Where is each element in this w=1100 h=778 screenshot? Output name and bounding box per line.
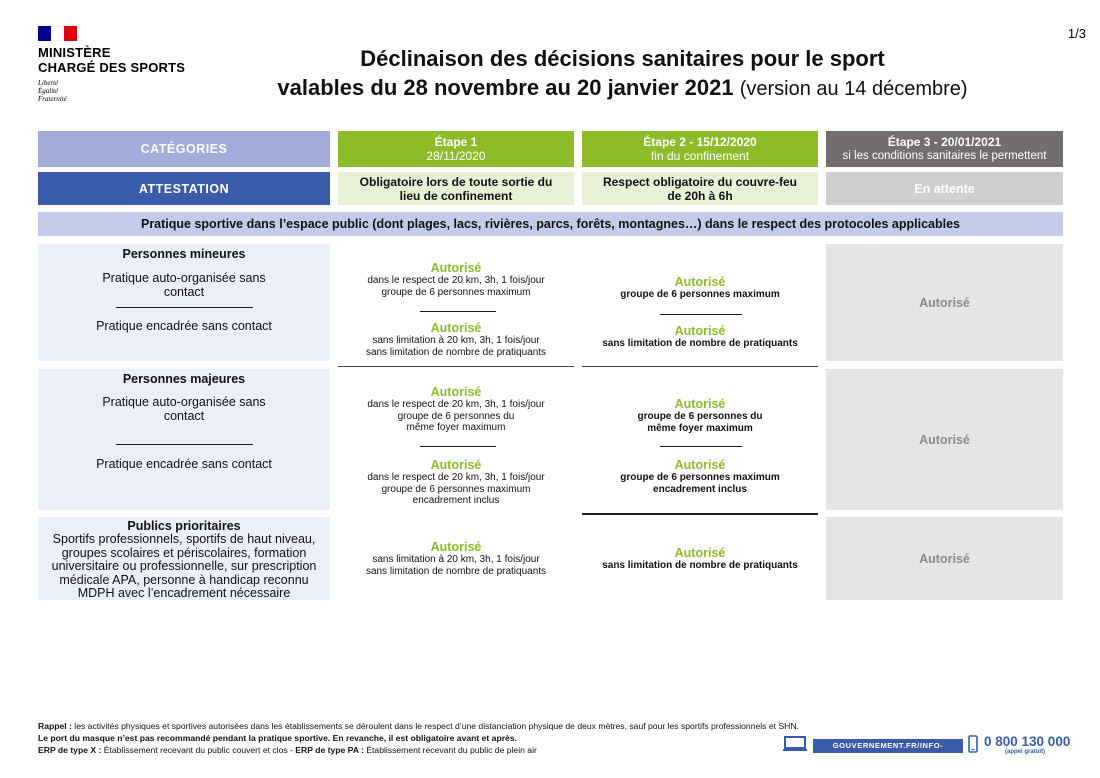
majeurs-etape2-auto [582, 398, 818, 434]
page-number: 1/3 [1067, 26, 1086, 41]
etape2-sub: fin du confinement [650, 149, 750, 163]
mineurs-etape1-auto [338, 262, 574, 298]
gouvernement-link[interactable]: GOUVERNEMENT.FR/INFO-CORONAVIRUS [813, 739, 963, 753]
erp-x-label: ERP de type X : [38, 745, 102, 755]
phone-icon [968, 735, 978, 753]
mineurs-encadree: Pratique encadrée sans contact [96, 319, 272, 333]
version-note: (version au 14 décembre) [739, 78, 968, 100]
mineurs-etape1-encadree [338, 322, 574, 358]
mineurs-etape3: Autorisé [826, 244, 1063, 361]
french-flag-icon [38, 26, 77, 41]
ministry-name-line2: CHARGÉ DES SPORTS [38, 60, 186, 75]
condition-text: sans limitation de nombre de pratiquants [365, 346, 547, 358]
status-label: Autorisé [430, 540, 482, 554]
row-mineurs-header [38, 244, 330, 361]
condition-text: encadrement inclus [412, 495, 500, 506]
prioritaires-description: Sportifs professionnels, sportifs de haut niveau, groupes scolaires et périscolaires, formation universitaire ou professionnelle, sur prescription médicale APA, personne à handicap reconnu MDPH avec l’encadrement nécessaire [51, 532, 317, 600]
mineurs-title: Personnes mineures [122, 247, 246, 261]
motto-fraternite: Fraternité [38, 95, 67, 103]
row-separator [582, 513, 818, 515]
condition-text: groupe de 6 personnes maximum [620, 472, 780, 483]
attestation-etape2: Respect obligatoire du couvre-feu de 20h à 6h [582, 172, 818, 205]
hotline-note: (appel gratuit) [1005, 749, 1045, 755]
majeurs-etape2-encadree [582, 459, 818, 495]
status-label: Autorisé [674, 324, 726, 338]
etape1-date: 28/11/2020 [426, 149, 486, 163]
row-majeurs-header [38, 369, 330, 510]
header-etape1 [338, 131, 574, 167]
etape1-title: Étape 1 [434, 135, 478, 149]
majeurs-etape3: Autorisé [826, 369, 1063, 510]
footer-erp [38, 744, 778, 756]
mineurs-etape2-encadree [582, 325, 818, 350]
condition-text: dans le respect de 20 km, 3h, 1 fois/jour [367, 399, 545, 410]
majeurs-etape1-auto [338, 386, 574, 434]
status-label: Autorisé [674, 458, 726, 472]
header-etape2 [582, 131, 818, 167]
condition-text: sans limitation à 20 km, 3h, 1 fois/jour [372, 554, 540, 565]
status-label: Autorisé [430, 321, 482, 335]
hotline-number[interactable]: 0 800 130 000 [984, 734, 1071, 749]
divider [116, 444, 253, 445]
majeurs-title: Personnes majeures [122, 372, 246, 386]
etape3-title: Étape 3 - 20/01/2021 [887, 135, 1002, 149]
rappel-text: les activités physiques et sportives autorisées dans les établissements se déroulent dans le respect d’une distanciation physique de deux mètres, sauf pour les sportifs professionnels et SHN. [74, 721, 799, 731]
status-label: Autorisé [674, 546, 726, 560]
divider [116, 307, 253, 308]
rappel-label: Rappel : [38, 721, 72, 731]
motto-liberte: Liberté [38, 79, 59, 87]
condition-text: groupe de 6 personnes du même foyer maximum [397, 410, 515, 433]
row-separator [338, 366, 574, 367]
header-attestation: ATTESTATION [38, 172, 330, 205]
public-space-banner: Pratique sportive dans l’espace public (dont plages, lacs, rivières, parcs, forêts, montagnes…) dans le respect des protocoles applicables [38, 212, 1063, 236]
divider [660, 446, 742, 447]
status-label: Autorisé [674, 397, 726, 411]
condition-text: encadrement inclus [653, 483, 747, 495]
condition-text: groupe de 6 personnes maximum [381, 483, 531, 495]
footer-rappel [38, 720, 938, 732]
etape2-title: Étape 2 - 15/12/2020 [643, 135, 757, 149]
etape3-sub: si les conditions sanitaires le permettent [842, 150, 1047, 162]
mineurs-etape2-auto [582, 276, 818, 301]
status-label: Autorisé [430, 261, 482, 275]
motto-egalite: Égalité [38, 87, 59, 95]
divider [420, 446, 496, 447]
status-label: Autorisé [674, 275, 726, 289]
prioritaires-etape3: Autorisé [826, 517, 1063, 600]
condition-text: dans le respect de 20 km, 3h, 1 fois/jour [367, 472, 545, 483]
status-label: Autorisé [430, 458, 482, 472]
condition-text: sans limitation de nombre de pratiquants [602, 338, 798, 349]
majeurs-auto-organisee: Pratique auto-organisée sans contact [102, 395, 266, 423]
attestation-etape3: En attente [826, 172, 1063, 205]
majeurs-encadree: Pratique encadrée sans contact [96, 457, 272, 471]
status-label: Autorisé [430, 385, 482, 399]
condition-text: groupe de 6 personnes maximum [620, 289, 780, 300]
mineurs-auto-organisee: Pratique auto-organisée sans contact [102, 271, 266, 299]
condition-text: sans limitation de nombre de pratiquants [365, 565, 547, 577]
condition-text: sans limitation de nombre de pratiquants [602, 560, 798, 571]
validity-dates: valables du 28 novembre au 20 janvier 2021 [277, 75, 734, 100]
majeurs-etape1-encadree [338, 459, 574, 507]
condition-text: groupe de 6 personnes maximum [381, 286, 531, 298]
erp-pa-label: ERP de type PA : [295, 745, 364, 755]
condition-text: groupe de 6 personnes du même foyer maximum [637, 411, 763, 434]
attestation-etape1: Obligatoire lors de toute sortie du lieu de confinement [338, 172, 574, 205]
prioritaires-etape1 [338, 541, 574, 577]
page-subtitle [200, 75, 1045, 101]
row-separator [582, 366, 818, 367]
ministry-name-line1: MINISTÈRE [38, 45, 111, 60]
header-categories: CATÉGORIES [38, 131, 330, 167]
footer-masque: Le port du masque n’est pas recommandé pendant la pratique sportive. En revanche, il est obligatoire avant et après. [38, 733, 517, 743]
computer-icon [783, 736, 807, 752]
page-title: Déclinaison des décisions sanitaires pour le sport [360, 46, 885, 71]
condition-text: sans limitation à 20 km, 3h, 1 fois/jour [372, 335, 540, 346]
header-etape3 [826, 131, 1063, 167]
erp-x-text: Établissement recevant du public couvert et clos - [103, 745, 293, 755]
divider [420, 311, 496, 312]
divider [660, 314, 742, 315]
prioritaires-etape2 [582, 547, 818, 572]
erp-pa-text: Établissement recevant du public de plein air [366, 745, 537, 755]
condition-text: dans le respect de 20 km, 3h, 1 fois/jour [367, 275, 545, 286]
prioritaires-title: Publics prioritaires [127, 519, 241, 533]
